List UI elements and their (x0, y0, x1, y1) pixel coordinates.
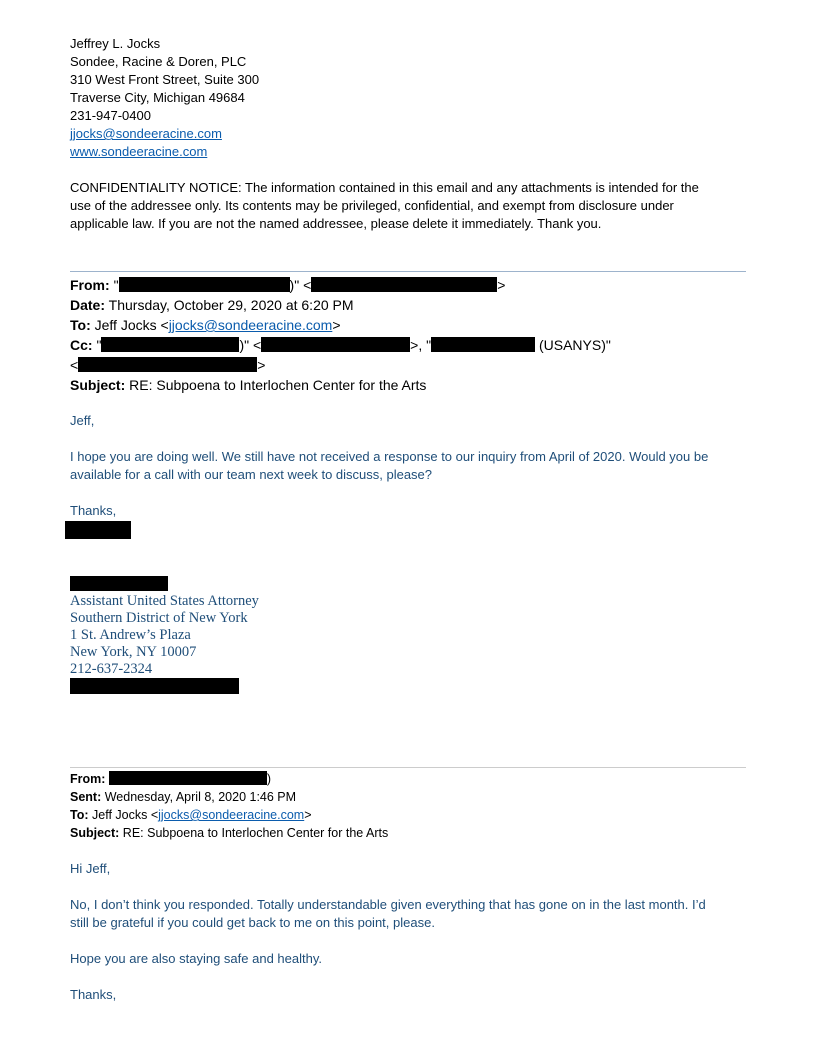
signature-firm: Sondee, Racine & Doren, PLC (70, 54, 247, 69)
signature-website-link[interactable]: www.sondeeracine.com (70, 144, 208, 159)
email1-closing: Thanks, (70, 503, 117, 518)
signature-phone: 231-947-0400 (70, 108, 151, 123)
to-label: To: (70, 808, 89, 822)
signature-office: Southern District of New York (70, 610, 248, 626)
email1-greeting: Jeff, (70, 413, 95, 428)
email2-greeting: Hi Jeff, (70, 861, 111, 876)
email2-to-email-link[interactable]: jjocks@sondeeracine.com (158, 808, 305, 822)
confidentiality-line: CONFIDENTIALITY NOTICE: The information contained in this email and any attachments is intended for the (70, 180, 699, 195)
email1-cc-row-continued: < > (70, 357, 266, 373)
redaction-block (311, 277, 497, 292)
email2-to-row: To: Jeff Jocks <jjocks@sondeeracine.com> (70, 808, 312, 822)
email2-closing: Thanks, (70, 987, 117, 1002)
signature-phone: 212-637-2324 (70, 661, 153, 677)
redaction-block (431, 337, 535, 352)
signature-address-line2: Traverse City, Michigan 49684 (70, 90, 245, 105)
to-label: To: (70, 317, 91, 333)
signature-address-line1: 1 St. Andrew’s Plaza (70, 627, 191, 643)
email1-from-row: From: " )" < > (70, 277, 506, 293)
signature-address-line1: 310 West Front Street, Suite 300 (70, 72, 260, 87)
email1-to-row: To: Jeff Jocks <jjocks@sondeeracine.com> (70, 317, 341, 333)
sent-label: Sent: (70, 790, 102, 804)
email2-header (70, 770, 388, 842)
date-label: Date: (70, 297, 106, 313)
redaction-block (70, 678, 239, 694)
cc-label: Cc: (70, 337, 93, 353)
email2-from-row: From: ) (70, 772, 272, 786)
email2-body-line: Hope you are also staying safe and healthy. (70, 951, 322, 966)
email2-body-line: No, I don’t think you responded. Totally understandable given everything that has gone on in the last month. I’d (70, 897, 706, 912)
signature-name: Jeffrey L. Jocks (70, 36, 161, 51)
from-label: From: (70, 772, 106, 786)
signature-title: Assistant United States Attorney (70, 593, 259, 609)
email2-paragraph (70, 896, 706, 932)
email1-to-email-link[interactable]: jjocks@sondeeracine.com (168, 317, 333, 333)
confidentiality-notice (70, 179, 699, 233)
confidentiality-line: use of the addressee only. Its contents may be privileged, confidential, and exempt from disclosure under (70, 198, 674, 213)
signature-address-line2: New York, NY 10007 (70, 644, 197, 660)
redaction-block (78, 357, 257, 372)
redaction-block (261, 337, 410, 352)
redaction-block (119, 277, 290, 292)
email2-subject: RE: Subpoena to Interlochen Center for the Arts (122, 826, 389, 840)
email1-paragraph (70, 448, 708, 484)
redaction-block (65, 521, 131, 539)
subject-label: Subject: (70, 826, 120, 840)
sender-signature (70, 35, 259, 161)
redaction-block (109, 771, 267, 785)
email1-date: Thursday, October 29, 2020 at 6:20 PM (108, 297, 354, 313)
subject-label: Subject: (70, 377, 126, 393)
email1-date-row (70, 295, 611, 315)
email1-header (70, 275, 611, 395)
email1-cc-row: Cc: " )" < >, " (USANYS)" (70, 337, 611, 353)
email2-sent-row (70, 788, 388, 806)
email2-subject-row (70, 824, 388, 842)
signature-email-link[interactable]: jjocks@sondeeracine.com (70, 126, 222, 141)
confidentiality-line: applicable law. If you are not the named addressee, please delete it immediately. Thank you. (70, 216, 602, 231)
email1-body-line: available for a call with our team next week to discuss, please? (70, 467, 433, 482)
email1-body (70, 412, 94, 430)
ausa-signature (70, 593, 259, 678)
redaction-block (101, 337, 239, 352)
email-separator (70, 271, 746, 272)
email-separator (70, 767, 746, 768)
from-label: From: (70, 277, 110, 293)
email1-subject-row (70, 375, 611, 395)
redaction-block (70, 576, 168, 591)
email1-body-line: I hope you are doing well. We still have not received a response to our inquiry from April of 2020. Would you be (70, 449, 709, 464)
email2-body-line: still be grateful if you could get back to me on this point, please. (70, 915, 435, 930)
email1-subject: RE: Subpoena to Interlochen Center for the Arts (129, 377, 427, 393)
email2-sent-date: Wednesday, April 8, 2020 1:46 PM (104, 790, 297, 804)
